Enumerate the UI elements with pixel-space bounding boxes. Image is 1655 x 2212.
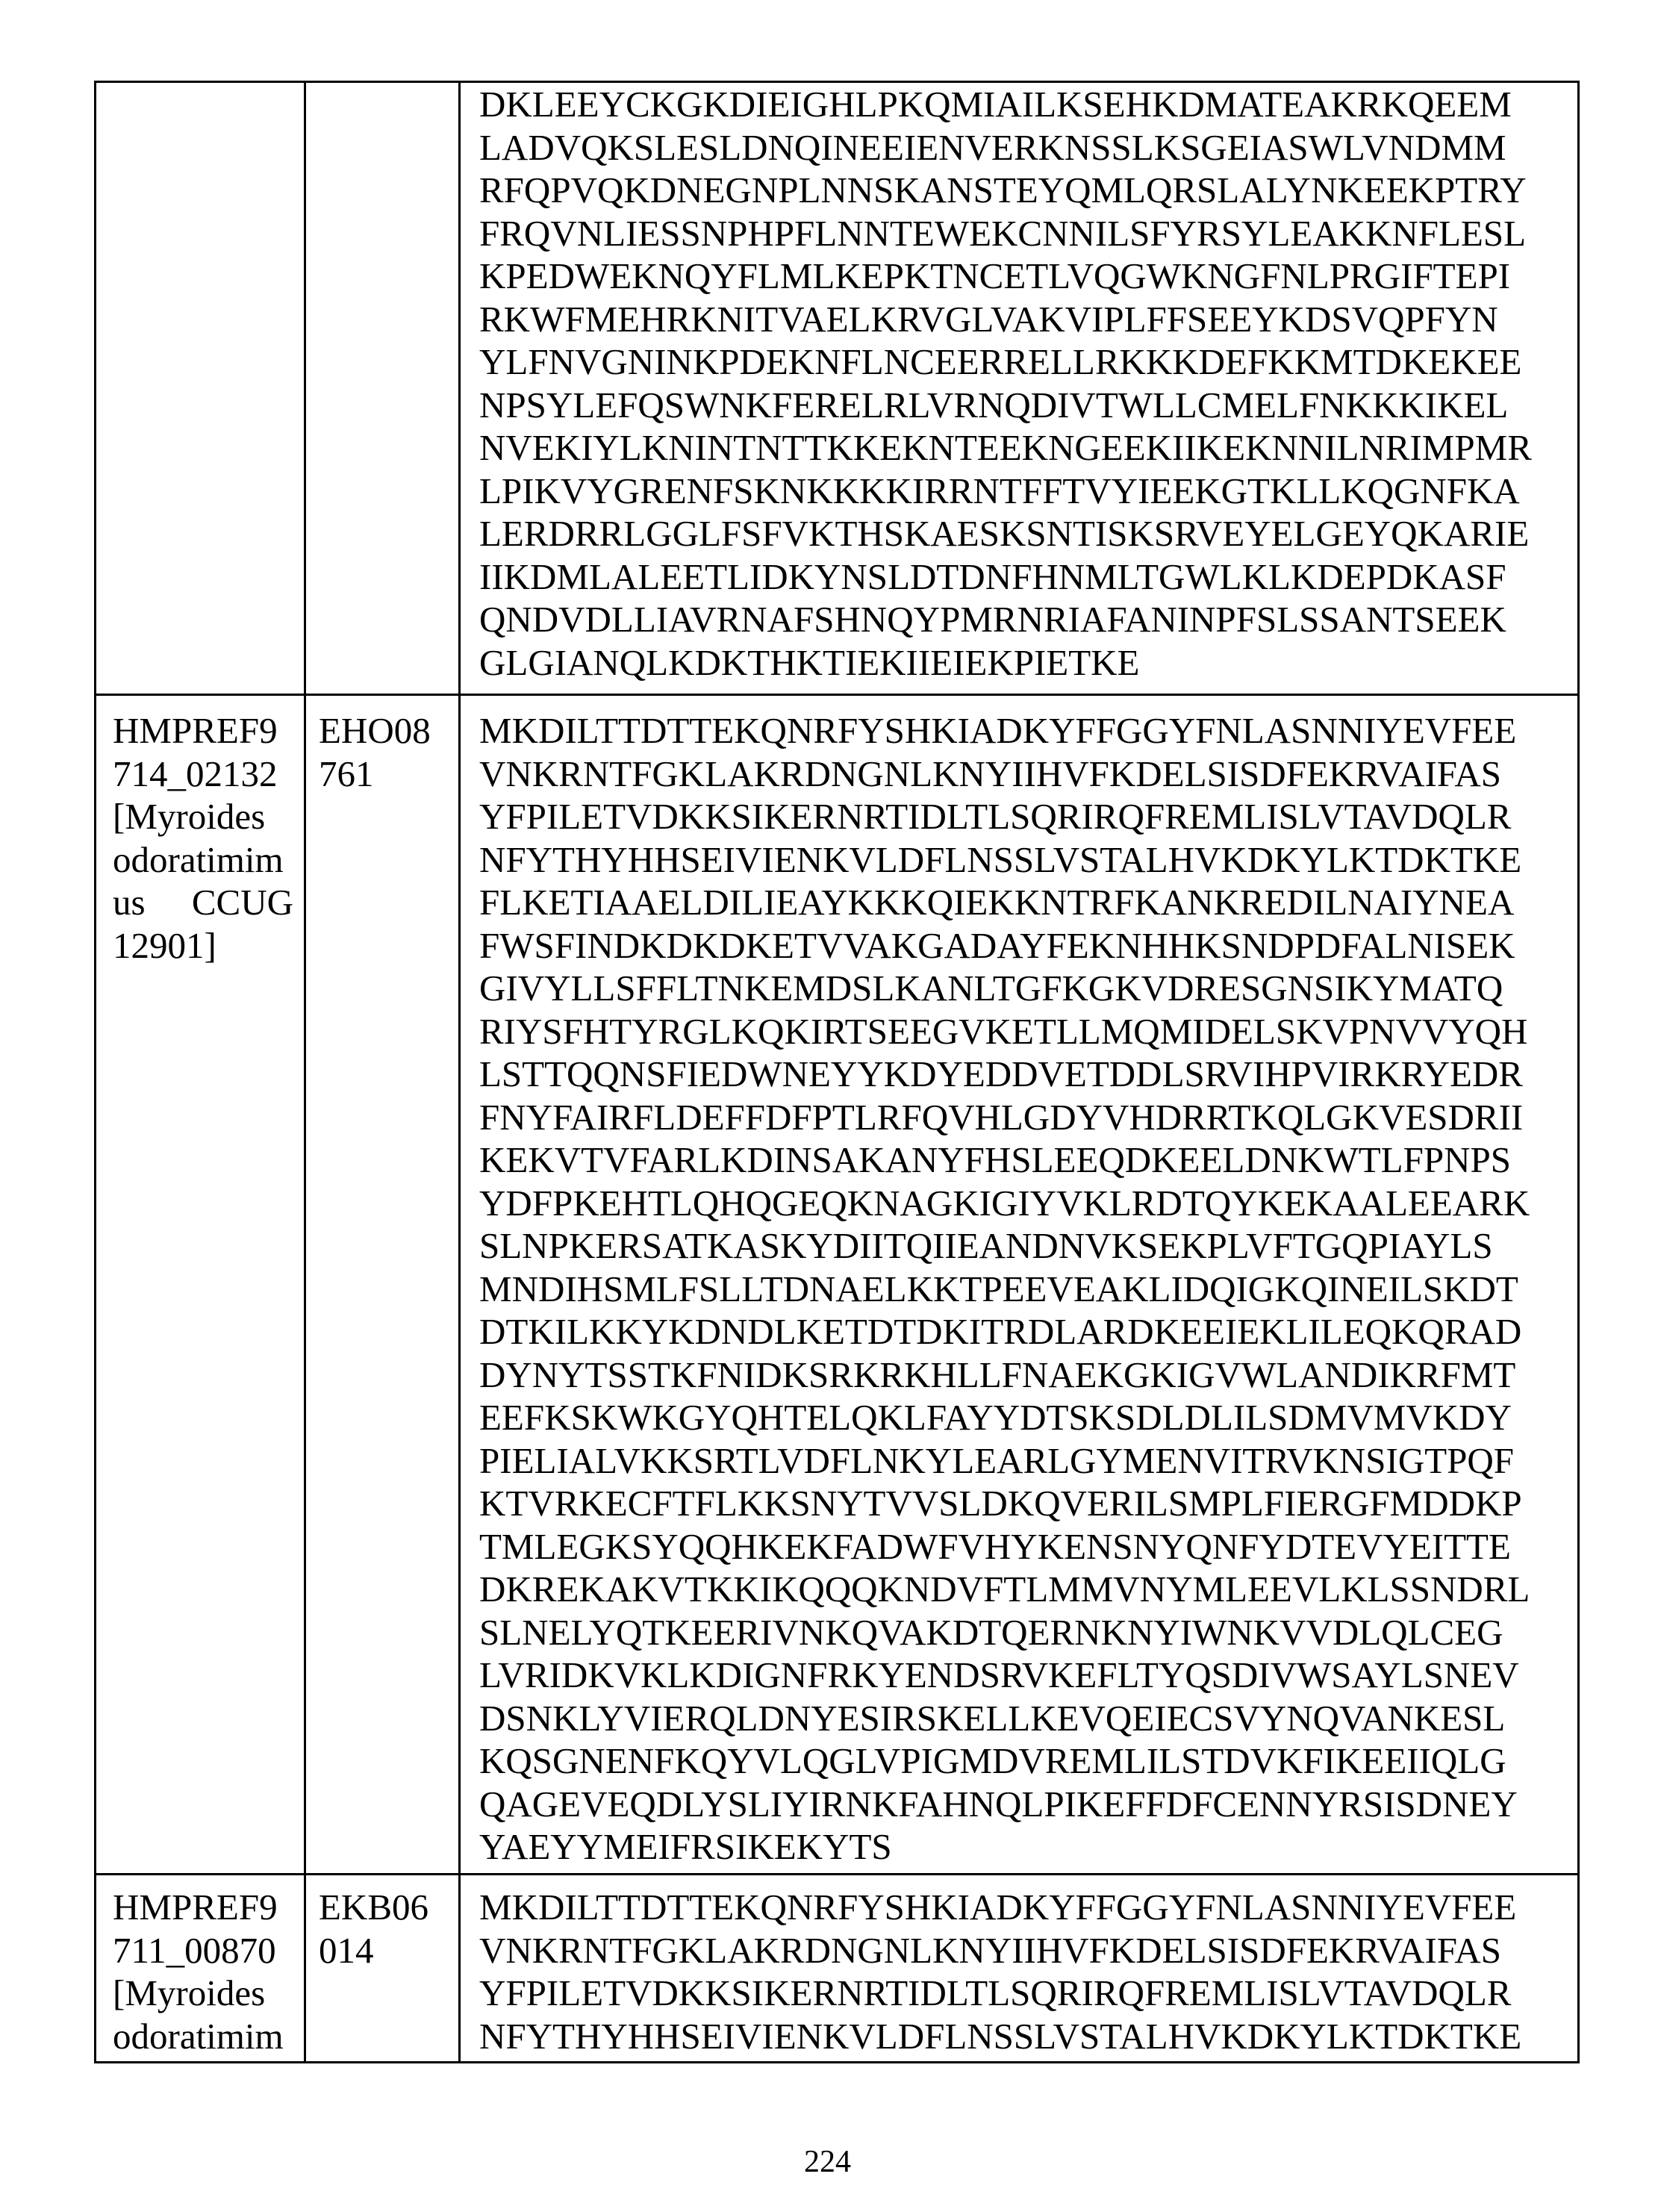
sequence-cell-line: VNKRNTFGKLAKRDNGNLKNYIIHVFKDELSISDFEKRVAIFAS [479, 1929, 1501, 1972]
accession-cell [305, 695, 460, 1875]
gene-name-cell-line: 711_00870 [113, 1929, 293, 1972]
sequence-cell-line: SLNELYQTKEERIVNKQVAKDTQERNKNYIWNKVVDLQLCEG [479, 1611, 1503, 1654]
sequence-cell-line: LVRIDKVKLKDIGNFRKYENDSRVKEFLTYQSDIVWSAYLSNEV [479, 1654, 1519, 1697]
gene-name-cell-line: [Myroides [113, 795, 293, 838]
sequence-cell-line: QAGEVEQDLYSLIYIRNKFAHNQLPIKEFFDFCENNYRSISDNEY [479, 1783, 1518, 1826]
sequence-cell-line: YAEYYMEIFRSIKEKYTS [479, 1825, 892, 1869]
sequence-cell-line: NFYTHYHHSEIVIENKVLDFLNSSLVSTALHVKDKYLKTDKTKE [479, 2015, 1521, 2058]
sequence-cell-line: DSNKLYVIERQLDNYESIRSKELLKEVQEIECSVYNQVANKESL [479, 1697, 1505, 1740]
page-number: 224 [0, 2144, 1655, 2180]
sequence-cell-line: GLGIANQLKDKTHKTIEKIIEIEKPIETKE [479, 641, 1140, 685]
sequence-cell-line: KTVRKECFTFLKKSNYTVVSLDKQVERILSMPLFIERGFMDDKP [479, 1482, 1522, 1525]
sequence-cell-line: KEKVTVFARLKDINSAKANYFHSLEEQDKEELDNKWTLFPNPS [479, 1138, 1511, 1182]
sequence-cell-line: PIELIALVKKSRTLVDFLNKYLEARLGYMENVITRVKNSIGTPQF [479, 1439, 1514, 1483]
sequence-cell-line: YDFPKEHTLQHQGEQKNAGKIGIYVKLRDTQYKEKAALEEARK [479, 1182, 1530, 1225]
accession-cell-line: 014 [319, 1929, 451, 1972]
accession-cell-line: EHO08 [319, 709, 451, 753]
accession-cell-line: 761 [319, 753, 451, 796]
sequence-cell-line: LPIKVYGRENFSKNKKKKIRRNTFFTVYIEEKGTKLLKQGNFKA [479, 470, 1520, 513]
sequence-cell-line: DKREKAKVTKKIKQQQKNDVFTLMMVNYMLEEVLKLSSNDRL [479, 1568, 1530, 1611]
sequence-cell-line: QNDVDLLIAVRNAFSHNQYPMRNRIAFANINPFSLSSANTSEEK [479, 598, 1506, 641]
sequence-cell-line: TMLEGKSYQQHKEKFADWFVHYKENSNYQNFYDTEVYEITTE [479, 1525, 1511, 1568]
sequence-cell-line: DKLEEYCKGKDIEIGHLPKQMIAILKSEHKDMATEAKRKQEEM [479, 83, 1512, 126]
sequence-cell-line: FWSFINDKDKDKETVVAKGADAYFEKNHHKSNDPDFALNISEK [479, 924, 1515, 968]
gene-name-cell-line: 714_02132 [113, 753, 293, 796]
sequence-cell-line: KPEDWEKNQYFLMLKEPKTNCETLVQGWKNGFNLPRGIFTEPI [479, 255, 1510, 298]
sequence-cell-line: LSTTQQNSFIEDWNEYYKDYEDDVETDDLSRVIHPVIRKRYEDR [479, 1053, 1523, 1096]
gene-name-cell [96, 695, 305, 1875]
gene-name-cell [96, 1875, 305, 2063]
sequence-table [94, 81, 1580, 2063]
gene-name-cell-line: odoratimim [113, 838, 293, 882]
sequence-cell-line: LADVQKSLESLDNQINEEIENVERKNSSLKSGEIASWLVNDMM [479, 126, 1506, 169]
gene-name-cell-line: HMPREF9 [113, 1886, 293, 1929]
table-row [96, 82, 1579, 695]
sequence-cell-line: NVEKIYLKNINTNTTKKEKNTEEKNGEEKIIKEKNNILNRIMPMR [479, 426, 1532, 470]
gene-name-cell-line: 12901] [113, 924, 293, 968]
sequence-cell-line: SLNPKERSATKASKYDIITQIIEANDNVKSEKPLVFTGQPIAYLS [479, 1224, 1493, 1268]
sequence-cell-line: LERDRRLGGLFSFVKTHSKAESKSNTISKSRVEYELGEYQKARIE [479, 512, 1529, 555]
sequence-cell [460, 1875, 1579, 2063]
sequence-cell-line: VNKRNTFGKLAKRDNGNLKNYIIHVFKDELSISDFEKRVAIFAS [479, 753, 1501, 796]
sequence-cell-line: FLKETIAAELDILIEAYKKKQIEKKNTRFKANKREDILNAIYNEA [479, 881, 1514, 924]
sequence-cell-line: MKDILTTDTTEKQNRFYSHKIADKYFFGGYFNLASNNIYEVFEE [479, 709, 1516, 753]
sequence-cell-line: FRQVNLIESSNPHPFLNNTEWEKCNNILSFYRSYLEAKKNFLESL [479, 212, 1526, 255]
accession-cell [305, 82, 460, 695]
sequence-cell-line: GIVYLLSFFLTNKEMDSLKANLTGFKGKVDRESGNSIKYMATQ [479, 967, 1503, 1010]
sequence-cell-line: RKWFMEHRKNITVAELKRVGLVAKVIPLFFSEEYKDSVQPFYN [479, 298, 1498, 341]
sequence-cell-line: RIYSFHTYRGLKQKIRTSEEGVKETLLMQMIDELSKVPNVVYQH [479, 1010, 1527, 1053]
sequence-cell-line: MNDIHSMLFSLLTDNAELKKTPEEVEAKLIDQIGKQINEILSKDT [479, 1268, 1518, 1311]
sequence-cell-line: MKDILTTDTTEKQNRFYSHKIADKYFFGGYFNLASNNIYEVFEE [479, 1886, 1516, 1929]
sequence-cell-line: EEFKSKWKGYQHTELQKLFAYYDTSKSDLDLILSDMVMVKDY [479, 1396, 1512, 1439]
accession-cell [305, 1875, 460, 2063]
sequence-cell-line: KQSGNENFKQYVLQGLVPIGMDVREMLILSTDVKFIKEEIIQLG [479, 1739, 1506, 1783]
table-row [96, 1875, 1579, 2063]
gene-name-cell [96, 82, 305, 695]
sequence-cell-line: RFQPVQKDNEGNPLNNSKANSTEYQMLQRSLALYNKEEKPTRY [479, 169, 1527, 212]
sequence-cell-line: DYNYTSSTKFNIDKSRKRKHLLFNAEKGKIGVWLANDIKRFMT [479, 1353, 1515, 1397]
table-row [96, 695, 1579, 1875]
sequence-cell-line: NPSYLEFQSWNKFERELRLVRNQDIVTWLLCMELFNKKKIKEL [479, 384, 1508, 427]
sequence-cell-line: DTKILKKYKDNDLKETDTDKITRDLARDKEEIEKLILEQKQRAD [479, 1310, 1521, 1353]
sequence-cell-line: YFPILETVDKKSIKERNRTIDLTLSQRIRQFREMLISLVTAVDQLR [479, 1972, 1511, 2015]
gene-name-cell-line: odoratimim [113, 2015, 293, 2058]
sequence-cell-line: NFYTHYHHSEIVIENKVLDFLNSSLVSTALHVKDKYLKTDKTKE [479, 838, 1521, 882]
sequence-cell [460, 82, 1579, 695]
gene-name-cell-line: HMPREF9 [113, 709, 293, 753]
sequence-cell [460, 695, 1579, 1875]
accession-cell-line: EKB06 [319, 1886, 451, 1929]
sequence-cell-line: YFPILETVDKKSIKERNRTIDLTLSQRIRQFREMLISLVTAVDQLR [479, 795, 1511, 838]
sequence-cell-line: IIKDMLALEETLIDKYNSLDTDNFHNMLTGWLKLKDEPDKASF [479, 555, 1506, 599]
gene-name-cell-line: [Myroides [113, 1972, 293, 2015]
sequence-cell-line: YLFNVGNINKPDEKNFLNCEERRELLRKKKDEFKKMTDKEKEE [479, 340, 1521, 384]
gene-name-cell-line: us CCUG [113, 881, 293, 924]
sequence-cell-line: FNYFAIRFLDEFFDFPTLRFQVHLGDYVHDRRTKQLGKVESDRII [479, 1096, 1523, 1139]
